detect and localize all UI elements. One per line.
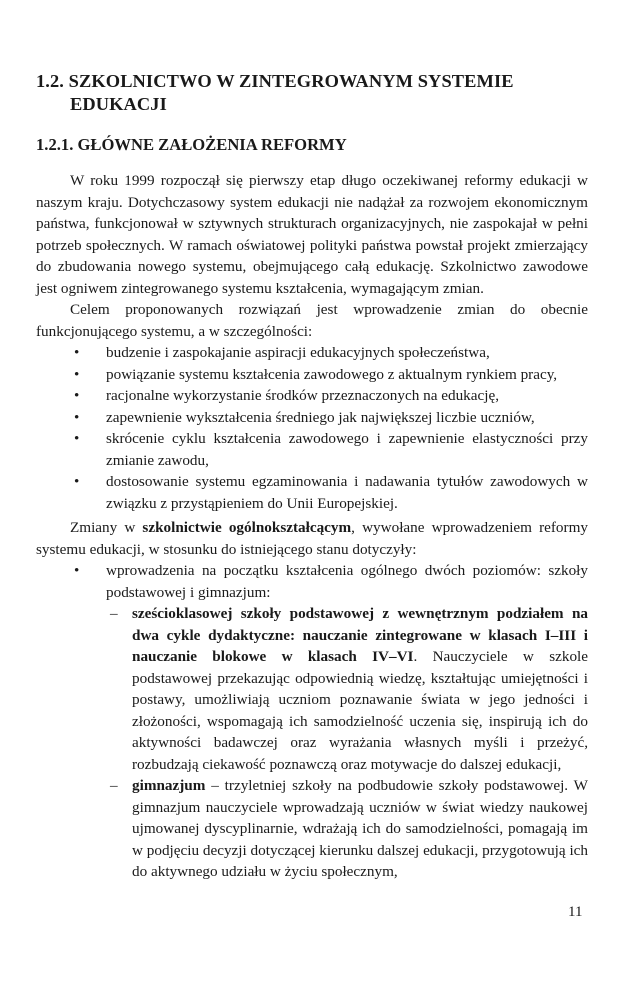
goal-item: • dostosowanie systemu egzaminowania i nadawania tytułów zawodowych w związku z przystąpieniem do Unii Europejskiej. (36, 471, 588, 514)
goal-item: • racjonalne wykorzystanie środków przeznaczonych na edukację, (36, 385, 588, 407)
text-run: . Nauczyciele w szkole podstawowej przekazując odpowiednią wiedzę, kształtując umiejętności i postawy, umożliwiają uczniom poznawanie świata w jego jedności i złożoności, wspomagają ich samodzielność uczenia się, inspirują ich do aktywności badawczej oraz wyrażania własnych myśli i przeżyć, rozbudzają ciekawość poznawczą oraz motywacje do dalszej edukacji, (132, 648, 589, 773)
section-title: 1.2. SZKOLNICTWO W ZINTEGROWANYM SYSTEMIE EDUKACJI (36, 71, 514, 114)
text-run: Zmiany w (70, 519, 143, 536)
changes-list (36, 560, 588, 883)
goal-item: • budzenie i zaspokajanie aspiracji edukacyjnych społeczeństwa, (36, 342, 588, 364)
bold-term: sześcioklasowej szkoły podstawowej z wewnętrznym podziałem na dwa cykle dydaktyczne: nauczanie zintegrowane w klasach I–III i nauczanie blokowe w klasach IV–VI (132, 605, 588, 665)
school-levels-list (106, 603, 588, 883)
bold-term: gimnazjum (132, 777, 206, 794)
gymnasium-item (106, 775, 588, 883)
paragraph-intro: W roku 1999 rozpoczął się pierwszy etap długo oczekiwanej reformy edukacji w naszym kraju. Dotychczasowy system edukacji nie nadążał za rozwojem ekonomicznym państwa, funkcjonował w sztywnych strukturach organizacyjnych, nie zaspokajał w pełni potrzeb społecznych. W ramach oświatowej polityki państwa powstał projekt zmierzający do zbudowania nowego systemu, obejmującego całą edukację. Szkolnictwo zawodowe jest ogniwem zintegrowanego systemu kształcenia, wymagającym zmian. (36, 172, 588, 297)
bold-term: szkolnictwie ogólnokształcącym (142, 519, 352, 536)
change-intro: wprowadzenia na początku kształcenia ogólnego dwóch poziomów: szkoły podstawowej i gimnazjum: (106, 562, 588, 601)
text-run: , wywołane wprowadzeniem reformy systemu edukacji, w stosunku do istniejącego stanu dotyczyły: (36, 519, 588, 558)
page-number: 11 (568, 904, 583, 920)
goal-item: • skrócenie cyklu kształcenia zawodowego i zapewnienie elastyczności przy zmianie zawodu, (36, 428, 588, 471)
paragraph-goals-intro: Celem proponowanych rozwiązań jest wprowadzenie zmian do obecnie funkcjonującego systemu, a w szczególności: (36, 301, 588, 340)
change-item (74, 560, 588, 883)
page-content (36, 70, 588, 883)
goal-item: • zapewnienie wykształcenia średniego jak największej liczbie uczniów, (36, 407, 588, 429)
paragraph-changes-intro (36, 517, 588, 560)
primary-school-item (106, 603, 588, 775)
section-subtitle: 1.2.1. GŁÓWNE ZAŁOŻENIA REFORMY (36, 135, 347, 154)
goal-item: • powiązanie systemu kształcenia zawodowego z aktualnym rynkiem pracy, (36, 364, 588, 386)
text-run: – trzyletniej szkoły na podbudowie szkoły podstawowej. W gimnazjum nauczyciele wprowadzają uczniów w świat wiedzy naukowej ujmowanej dyscyplinarnie, wdrażają ich do samodzielności, pomagają im w podjęciu decyzji dotyczącej kierunku dalszej edukacji, przygotowują ich do aktywnego udziału w życiu społecznym, (132, 777, 588, 880)
goals-list (36, 342, 588, 514)
